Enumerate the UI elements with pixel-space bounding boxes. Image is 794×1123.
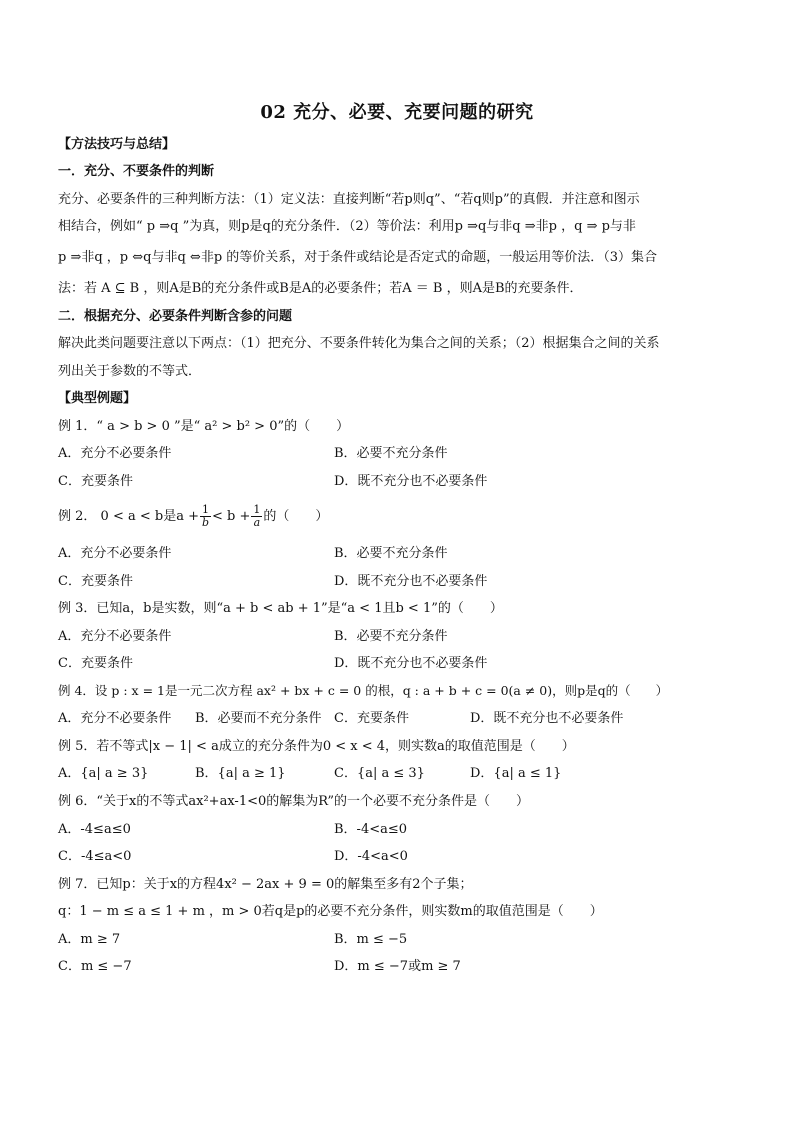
example-6-option-c: C．-4≤a<0: [58, 849, 132, 864]
section-examples-heading: 【典型例题】: [58, 391, 137, 406]
example-5-option-b: B．{a| a ≥ 1}: [195, 766, 286, 781]
example-4-option-c: C．充要条件: [334, 711, 409, 726]
paragraph-line: 列出关于参数的不等式．: [58, 364, 202, 379]
heading-condition-judgment: 一．充分、不要条件的判断: [58, 164, 215, 179]
example-4-option-d: D．既不充分也不必要条件: [470, 711, 624, 726]
example-2-prefix: 例 2． 0 < a < b是a +: [58, 509, 199, 524]
example-3-option-c: C．充要条件: [58, 656, 133, 671]
paragraph-line: 相结合，例如“ p ⇒q ”为真，则p是q的充分条件．（2）等价法：利用p ⇒q与非q ⇒非p ，q ⇒ p与非: [58, 219, 636, 234]
example-7-option-b: B．m ≤ −5: [334, 932, 408, 947]
example-2-option-a: A．充分不必要条件: [58, 546, 172, 561]
example-7-question-line1: 例 7．已知p：关于x的方程4x² − 2ax + 9 = 0的解集至多有2个子集；: [58, 877, 473, 892]
example-2-mid: < b +: [212, 509, 251, 524]
example-7-option-a: A．m ≥ 7: [58, 932, 121, 947]
example-2-option-c: C．充要条件: [58, 574, 133, 589]
example-1-option-a: A．充分不必要条件: [58, 446, 172, 461]
example-5-option-d: D．{a| a ≤ 1}: [470, 766, 562, 781]
example-4-option-a: A．充分不必要条件: [58, 711, 172, 726]
example-3-question: 例 3．已知a，b是实数，则“a + b < ab + 1”是“a < 1且b < 1”的（ ）: [58, 601, 503, 616]
fraction-1-over-a: $\frac{1}{a}$: [253, 503, 261, 529]
example-1-option-c: C．充要条件: [58, 474, 133, 489]
example-7-question-line2: q：1 − m ≤ a ≤ 1 + m ，m > 0若q是p的必要不充分条件，则实数m的取值范围是（ ）: [58, 904, 603, 919]
example-1-question: 例 1．“ a > b > 0 ”是“ a² > b² > 0”的（ ）: [58, 419, 350, 434]
example-2-suffix: 的（ ）: [263, 509, 329, 524]
section-method-heading: 【方法技巧与总结】: [58, 137, 176, 152]
example-4-option-b: B．必要而不充分条件: [195, 711, 322, 726]
paragraph-line: 法：若 A ⊆ B ，则A是B的充分条件或B是A的必要条件；若A ＝ B ，则A是B的充要条件．: [58, 281, 583, 296]
example-6-option-a: A．-4≤a≤0: [58, 822, 131, 837]
example-3-option-a: A．充分不必要条件: [58, 629, 172, 644]
example-6-question: 例 6．“关于x的不等式ax²+ax-1<0的解集为R”的一个必要不充分条件是（ ）: [58, 794, 529, 809]
example-2-question: [58, 503, 328, 531]
example-5-question: 例 5．若不等式|x − 1| < a成立的充分条件为0 < x < 4，则实数a的取值范围是（ ）: [58, 739, 575, 754]
paragraph-line: p ⇒非q ，p ⇔q与非q ⇔非p 的等价关系，对于条件或结论是否定式的命题，一般运用等价法．（3）集合: [58, 250, 658, 265]
paragraph-line: 充分、必要条件的三种判断方法：（1）定义法：直接判断“若p则q”、“若q则p”的真假．并注意和图示: [58, 192, 640, 207]
example-3-option-b: B．必要不充分条件: [334, 629, 448, 644]
example-3-option-d: D．既不充分也不必要条件: [334, 656, 488, 671]
paragraph-line: 解决此类问题要注意以下两点：（1）把充分、不要条件转化为集合之间的关系；（2）根据集合之间的关系: [58, 336, 660, 351]
example-4-question: 例 4．设 p : x = 1是一元二次方程 ax² + bx + c = 0 的根，q : a + b + c = 0(a ≠ 0)，则p是q的（ ）: [58, 683, 669, 698]
example-5-option-c: C．{a| a ≤ 3}: [334, 766, 425, 781]
page-title: 02 充分、必要、充要问题的研究: [260, 102, 534, 123]
example-5-option-a: A．{a| a ≥ 3}: [58, 766, 149, 781]
fraction-1-over-b: $\frac{1}{b}$: [201, 503, 210, 529]
example-2-option-d: D．既不充分也不必要条件: [334, 574, 488, 589]
example-6-option-b: B．-4<a≤0: [334, 822, 408, 837]
example-2-option-b: B．必要不充分条件: [334, 546, 448, 561]
example-1-option-d: D．既不充分也不必要条件: [334, 474, 488, 489]
example-1-option-b: B．必要不充分条件: [334, 446, 448, 461]
example-6-option-d: D．-4<a<0: [334, 849, 408, 864]
heading-parameter-problem: 二．根据充分、必要条件判断含参的问题: [58, 309, 293, 324]
example-7-option-c: C．m ≤ −7: [58, 959, 132, 974]
example-7-option-d: D．m ≤ −7或m ≥ 7: [334, 959, 461, 974]
